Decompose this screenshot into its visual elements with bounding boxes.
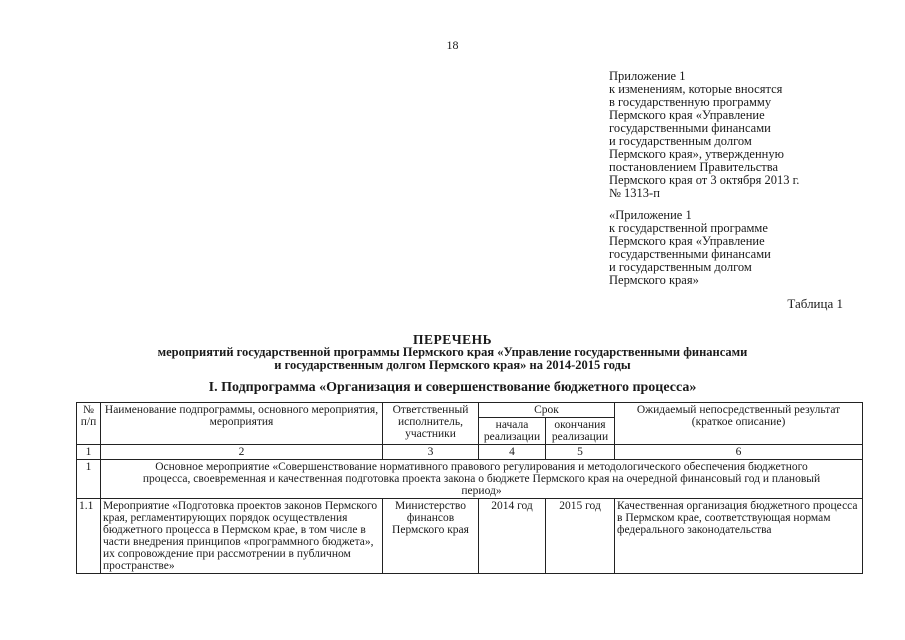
- appendix-approval-line: Пермского края «Управление: [609, 108, 765, 122]
- header-name: Наименование подпрограммы, основного мероприятия, мероприятия: [101, 403, 383, 445]
- document-title: [0, 333, 905, 372]
- header-term: Срок: [479, 403, 615, 418]
- page-number: 18: [446, 38, 459, 52]
- header-num: № п/п: [77, 403, 101, 445]
- appendix-program-note: [609, 209, 869, 287]
- main-activity-row: [77, 460, 863, 499]
- header-start: начала реализации: [479, 418, 546, 445]
- main-activity-text: Основное мероприятие «Совершенствование нормативного правового регулирования и методологического обеспечения бюджетного процесса, своевременная и качественная подготовка проекта закона о бюджете Пермского края на очередной финансовый год и плановый период»: [101, 460, 863, 499]
- appendix-approval-line: государственными финансами: [609, 121, 771, 135]
- row-end: 2015 год: [546, 499, 615, 574]
- appendix-approval-line: к изменениям, которые вносятся: [609, 82, 783, 96]
- appendix-approval-line: в государственную программу: [609, 95, 772, 109]
- appendix-program-line: Пермского края «Управление: [609, 234, 765, 248]
- row-name: Мероприятие «Подготовка проектов законов Пермского края, регламентирующих порядок осуществления бюджетного процесса в Пермском крае, в том числе в части внедрения принципов «программного бюджета», их сопровождение при рассмотрении в публичном пространстве»: [101, 499, 383, 574]
- row-start: 2014 год: [479, 499, 546, 574]
- appendix-approval-line: постановлением Правительства: [609, 160, 779, 174]
- appendix-approval-line: № 1313-п: [609, 186, 660, 200]
- row-responsible: Министерство финансов Пермского края: [383, 499, 479, 574]
- table-label: Таблица 1: [787, 296, 843, 311]
- activities-table: [76, 402, 863, 574]
- appendix-program-line: и государственным долгом: [609, 260, 752, 274]
- header-responsible: Ответственный исполнитель, участники: [383, 403, 479, 445]
- appendix-program-line: к государственной программе: [609, 221, 768, 235]
- row-num: 1.1: [77, 499, 101, 574]
- appendix-approval-line: Пермского края от 3 октября 2013 г.: [609, 173, 800, 187]
- column-number: 5: [546, 445, 615, 460]
- main-activity-num: 1: [77, 460, 101, 499]
- header-result: Ожидаемый непосредственный результат (краткое описание): [615, 403, 863, 445]
- table-row: [77, 499, 863, 574]
- header-end: окончания реализации: [546, 418, 615, 445]
- column-number: 1: [77, 445, 101, 460]
- column-number: 6: [615, 445, 863, 460]
- title-line-2: и государственным долгом Пермского края» на 2014-2015 годы: [274, 358, 631, 372]
- title-heading: ПЕРЕЧЕНЬ: [412, 332, 493, 347]
- column-number: 2: [101, 445, 383, 460]
- column-number: 3: [383, 445, 479, 460]
- appendix-approval-line: Приложение 1: [609, 69, 686, 83]
- appendix-program-line: Пермского края»: [609, 273, 699, 287]
- appendix-program-line: «Приложение 1: [609, 208, 692, 222]
- appendix-approval-line: и государственным долгом: [609, 134, 752, 148]
- appendix-program-line: государственными финансами: [609, 247, 771, 261]
- appendix-approval-note: [609, 70, 869, 200]
- column-number: 4: [479, 445, 546, 460]
- row-result: Качественная организация бюджетного процесса в Пермском крае, соответствующая нормам федерального законодательства: [615, 499, 863, 574]
- column-number-row: [77, 445, 863, 460]
- appendix-approval-line: Пермского края», утвержденную: [609, 147, 784, 161]
- title-line-1: мероприятий государственной программы Пермского края «Управление государственными финансами: [157, 345, 748, 359]
- subprogram-title: I. Подпрограмма «Организация и совершенствование бюджетного процесса»: [208, 380, 697, 395]
- table-header-row: [77, 403, 863, 418]
